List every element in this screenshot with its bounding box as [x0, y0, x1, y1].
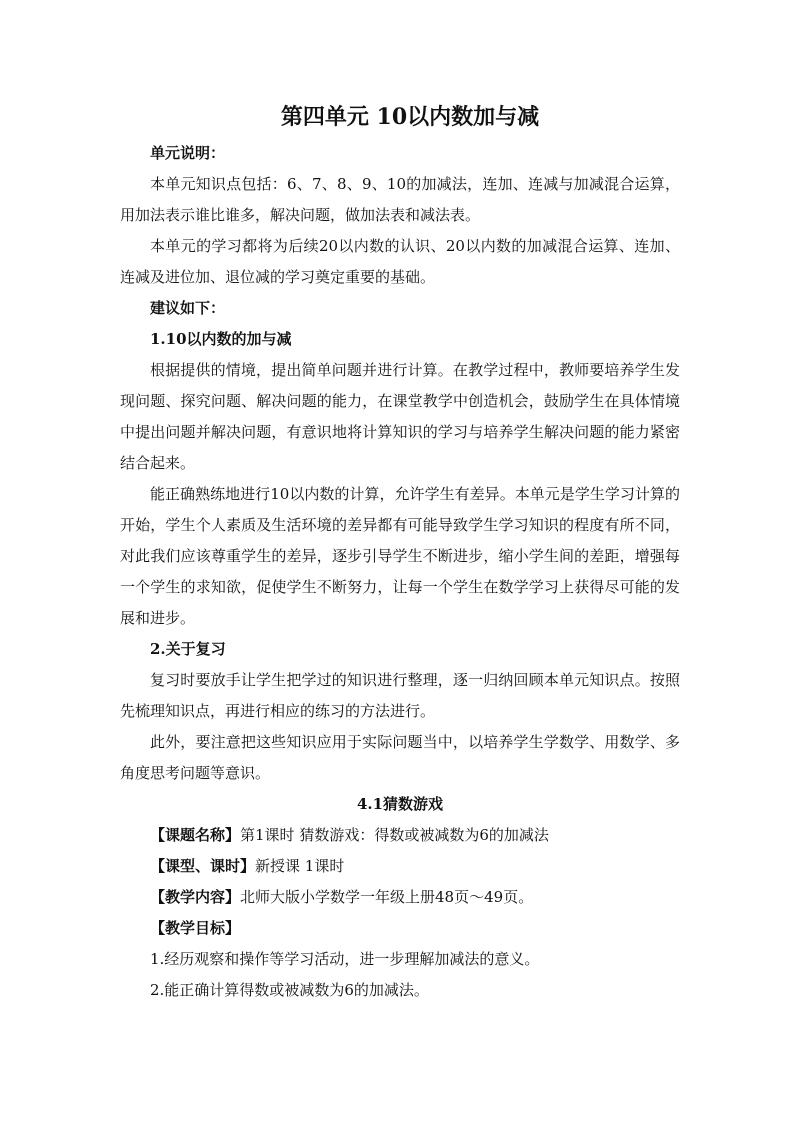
- section-2-heading: 2.关于复习: [150, 640, 226, 658]
- lesson-heading: 4.1猜数游戏: [356, 795, 444, 813]
- document-body: [120, 100, 680, 1006]
- lesson-name-value: 第1课时 猜数游戏：得数或被减数为6的加减法: [240, 826, 549, 844]
- section-1-paragraph-1: 根据提供的情境，提出简单问题并进行计算。在教学过程中，教师要培养学生发现问题、探究问题、解决问题的能力，在课堂教学中创造机会，鼓励学生在具体情境中提出问题并解决问题，有意识地将计算知识的学习与培养学生解决问题的能力紧密结合起来。: [120, 361, 680, 472]
- page-title: 第四单元 10以内数加与减: [280, 104, 540, 130]
- teaching-goal-2: 2.能正确计算得数或被减数为6的加减法。: [150, 981, 429, 999]
- lesson-content-value: 北师大版小学数学一年级上册48页～49页。: [240, 888, 534, 906]
- section-2-paragraph-1: 复习时要放手让学生把学过的知识进行整理，逐一归纳回顾本单元知识点。按照先梳理知识点，再进行相应的练习的方法进行。: [120, 671, 680, 720]
- section-2-paragraph-2: 此外，要注意把这些知识应用于实际问题当中，以培养学生学数学、用数学、多角度思考问题等意识。: [120, 733, 680, 782]
- lesson-type-label: 【课型、课时】: [150, 857, 256, 875]
- lesson-name-label: 【课题名称】: [150, 826, 241, 844]
- teaching-goals-label: 【教学目标】: [150, 919, 241, 937]
- section-1-paragraph-2: 能正确熟练地进行10以内数的计算，允许学生有差异。本单元是学生学习计算的开始，学生个人素质及生活环境的差异都有可能导致学生学习知识的程度有所不同，对此我们应该尊重学生的差异，逐步引导学生不断进步，缩小学生间的差距，增强每一个学生的求知欲，促使学生不断努力，让每一个学生在数学学习上获得尽可能的发展和进步。: [120, 485, 680, 627]
- section-1-heading: 1.10以内数的加与减: [150, 330, 292, 348]
- lesson-content-row: [120, 882, 680, 913]
- unit-description-heading: 单元说明：: [150, 144, 226, 162]
- unit-description-paragraph-2: 本单元的学习都将为后续20以内数的认识、20以内数的加减混合运算、连加、连减及进位加、退位减的学习奠定重要的基础。: [120, 237, 680, 286]
- unit-description-paragraph-1: 本单元知识点包括：6、7、8、9、10的加减法，连加、连减与加减混合运算，用加法表示谁比谁多，解决问题，做加法表和减法表。: [120, 175, 680, 224]
- lesson-name-row: [120, 820, 680, 851]
- lesson-type-row: [120, 851, 680, 882]
- teaching-goal-1: 1.经历观察和操作等学习活动，进一步理解加减法的意义。: [150, 950, 540, 968]
- suggestions-heading: 建议如下：: [150, 299, 226, 317]
- lesson-content-label: 【教学内容】: [150, 888, 241, 906]
- lesson-type-value: 新授课 1课时: [255, 857, 345, 875]
